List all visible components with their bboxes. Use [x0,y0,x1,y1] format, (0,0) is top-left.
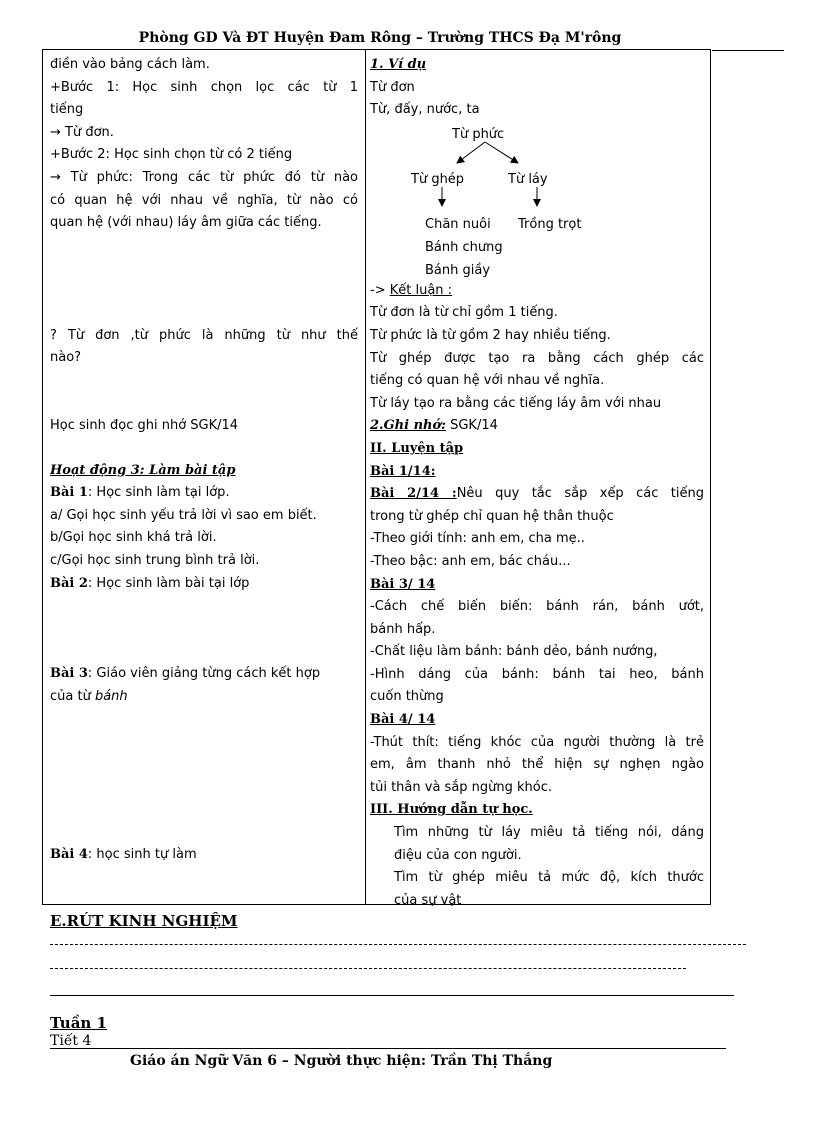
read-instruction: Học sinh đọc ghi nhớ SGK/14 [50,417,239,433]
left-line: +Bước 2: Học sinh chọn từ có 2 tiếng [50,147,293,163]
left-line: → Từ đơn. [50,124,114,140]
self-study-line: của sự vật [394,892,462,908]
page-header: Phòng GD Và ĐT Huyện Đam Rông – Trường THCS Đạ M'rông [138,30,622,46]
diagram-compound-example: Bánh chưng [425,239,503,255]
column-divider [365,50,366,904]
lesson-number: Tiết 4 [50,1033,92,1047]
diagram-root: Từ phức [452,126,505,142]
question-line: ? Từ đơn ,từ phức là những từ như thế [50,327,358,343]
teacher-activity-column [50,54,358,867]
left-line: điền vào bảng cách làm. [50,57,210,72]
question-line: nào? [50,350,82,366]
left-line: có quan hệ với nhau về nghĩa, từ nào có [50,192,358,208]
exercise-4-line: -Thút thít: tiếng khóc của người thường là trẻ [370,734,704,750]
conclusion-line: Từ phức là từ gồm 2 hay nhiều tiếng. [370,327,611,343]
page-footer: Giáo án Ngữ Văn 6 – Người thực hiện: Trần Thị Thắng [130,1053,553,1069]
exercise-1-line: Bài 1: Học sinh làm tại lớp. [50,485,230,501]
exercise-3-line: bánh hấp. [370,621,436,637]
left-line: +Bước 1: Học sinh chọn lọc các từ 1 [50,79,358,95]
exercise-1a: a/ Gọi học sinh yếu trả lời vì sao em biết. [50,507,317,523]
dashed-rule [50,944,746,945]
exercise-1-heading: Bài 1/14: [370,463,436,479]
simple-word-examples: Từ, đấy, nước, ta [370,102,480,118]
diagram-arrows [370,122,704,280]
self-study-line: Tìm những từ láy miêu tả tiếng nói, dáng [394,825,704,841]
conclusion-line: Từ láy tạo ra bằng các tiếng láy âm với nhau [370,395,662,411]
conclusion-line: Từ đơn là từ chỉ gồm 1 tiếng. [370,305,558,321]
dashed-rule [50,968,686,969]
exercise-2-heading: Bài 2/14 :Nêu quy tắc sắp xếp các tiếng [370,486,705,502]
table-top-extension [712,50,784,51]
exercise-1b: b/Gọi học sinh khá trả lời. [50,530,217,546]
practice-heading: II. Luyện tập [370,440,464,456]
content-column [370,54,704,912]
exercise-2-line: -Theo bậc: anh em, bác cháu... [370,553,571,569]
experience-heading: E.RÚT KINH NGHIỆM [50,912,238,930]
exercise-2-line: -Theo giới tính: anh em, cha mẹ.. [370,531,585,547]
exercise-1c: c/Gọi học sinh trung bình trả lời. [50,552,260,568]
diagram-reduplicative-example: Trồng trọt [518,216,582,232]
remember-line: 2.Ghi nhớ: SGK/14 [370,418,498,434]
left-line: → Từ phức: Trong các từ phức đó từ nào [50,169,358,185]
exercise-3-line: -Hình dáng của bánh: bánh tai heo, bánh [370,666,704,682]
example-heading: 1. Ví dụ [370,57,427,72]
exercise-3-line: cuốn thừng [370,689,444,705]
exercise-3-line: Bài 3: Giáo viên giảng từng cách kết hợp [50,666,321,682]
exercise-3-heading: Bài 3/ 14 [370,576,436,592]
left-line: quan hệ (với nhau) láy âm giữa các tiếng. [50,215,322,231]
exercise-4-heading: Bài 4/ 14 [370,712,436,728]
left-line: tiếng [50,102,84,118]
exercise-3-line2: của từ bánh [50,688,128,704]
exercise-2-line: Bài 2: Học sinh làm bài tại lớp [50,575,250,591]
diagram-compound-example: Chăn nuôi [425,216,491,232]
exercise-2-line: trong từ ghép chỉ quan hệ thân thuộc [370,508,614,524]
word-type-diagram [370,122,704,280]
exercise-4-line: em, âm thanh nhỏ thể hiện sự nghẹn ngào [370,757,704,773]
activity-3-heading: Hoạt động 3: Làm bài tập [50,462,236,478]
simple-word-label: Từ đơn [370,79,415,95]
exercise-3-line: -Cách chế biến biến: bánh rán, bánh ướt, [370,599,704,615]
conclusion-line: tiếng có quan hệ với nhau về nghĩa. [370,373,605,389]
self-study-heading: III. Hướng dẫn tự học. [370,802,533,818]
week-label: Tuần 1 [50,1014,107,1032]
diagram-compound: Từ ghép [411,171,465,187]
conclusion-heading: -> Kết luận : [370,282,453,298]
diagram-compound-example: Bánh giầy [425,262,491,278]
lesson-table [42,49,711,908]
exercise-3-line: -Chất liệu làm bánh: bánh dẻo, bánh nướng, [370,644,658,660]
self-study-line: Tìm từ ghép miêu tả mức độ, kích thước [394,870,704,886]
exercise-4-line: Bài 4: học sinh tự làm [50,847,197,863]
solid-rule [50,995,734,996]
self-study-line: điệu của con người. [394,847,522,863]
exercise-4-line: tủi thân và sắp ngừng khóc. [370,779,553,795]
footer-rule [50,1048,726,1049]
diagram-reduplicative: Từ láy [508,171,548,187]
conclusion-line: Từ ghép được tạo ra bằng cách ghép các [370,350,704,366]
